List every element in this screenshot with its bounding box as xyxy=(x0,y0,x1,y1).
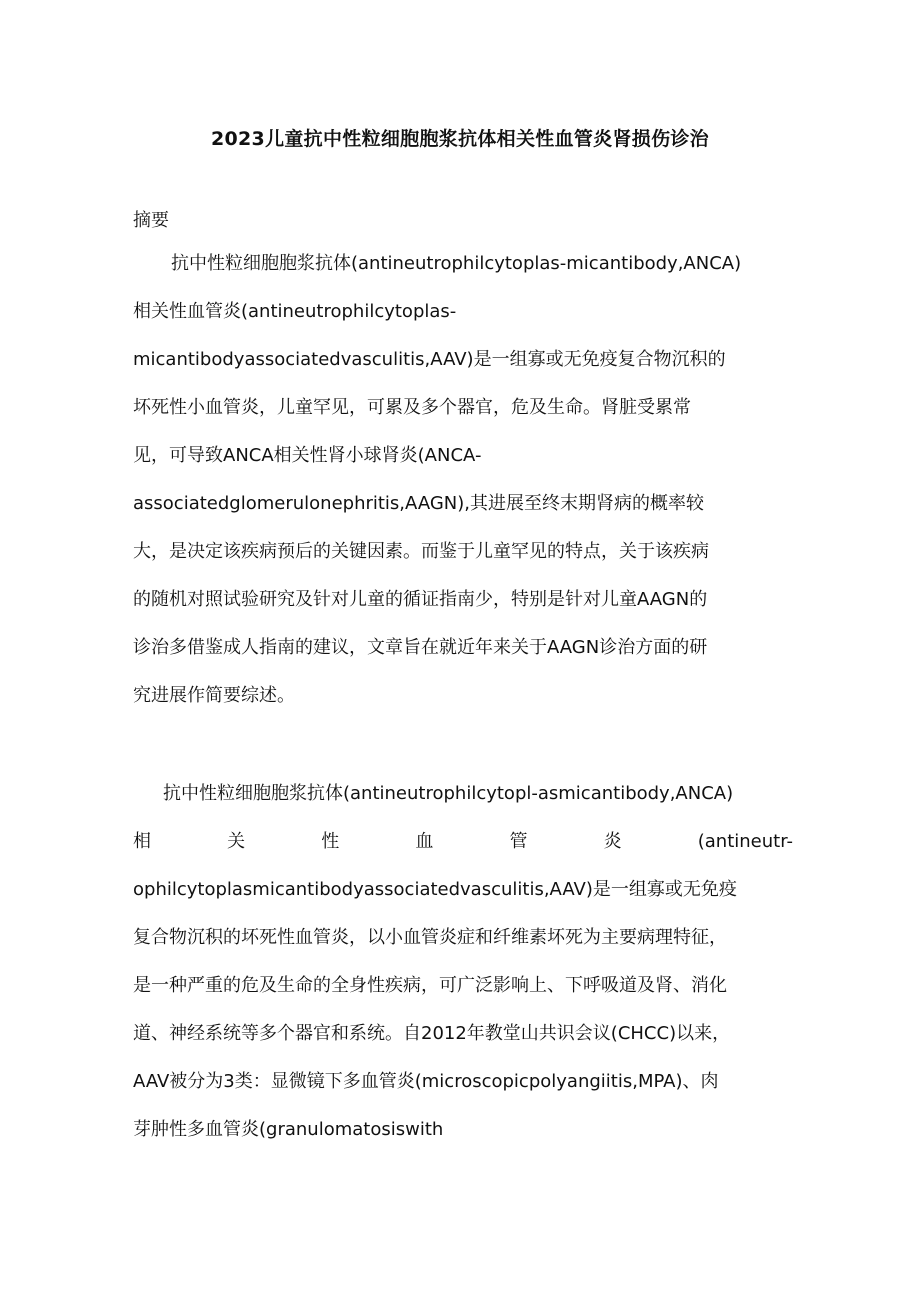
body-word: 血 xyxy=(415,831,434,852)
body-line: AAV被分为3类：显微镜下多血管炎(microscopicpolyangiitis,MPA)、肉 xyxy=(133,1071,719,1092)
abstract-line: 抗中性粒细胞胞浆抗体(antineutrophilcytoplas-micantibody,ANCA) xyxy=(171,253,742,274)
abstract-line: 见，可导致ANCA相关性肾小球肾炎(ANCA- xyxy=(133,445,482,466)
body-word: 管 xyxy=(509,831,528,852)
document-title: 2023儿童抗中性粒细胞胞浆抗体相关性血管炎肾损伤诊治 xyxy=(211,128,709,150)
abstract-line: associatedglomerulonephritis,AAGN),其进展至终末期肾病的概率较 xyxy=(133,493,704,514)
body-word: 相 xyxy=(133,831,151,852)
body-line: 复合物沉积的坏死性血管炎，以小血管炎症和纤维素坏死为主要病理特征， xyxy=(133,927,727,948)
body-line: 抗中性粒细胞胞浆抗体(antineutrophilcytopl-asmicantibody,ANCA) xyxy=(163,783,734,804)
abstract-line: 坏死性小血管炎，儿童罕见，可累及多个器官，危及生命。肾脏受累常 xyxy=(133,397,691,418)
body-line: 是一种严重的危及生命的全身性疾病，可广泛影响上、下呼吸道及肾、消化 xyxy=(133,975,727,996)
abstract-line: 究进展作简要综述。 xyxy=(133,685,295,706)
body-line: 道、神经系统等多个器官和系统。自2012年教堂山共识会议(CHCC)以来， xyxy=(133,1023,731,1044)
abstract-paragraph xyxy=(133,252,793,732)
abstract-line: micantibodyassociatedvasculitis,AAV)是一组寡或无免疫复合物沉积的 xyxy=(133,349,726,370)
body-word: 炎 xyxy=(603,831,622,852)
body-line: 芽肿性多血管炎(granulomatosiswith xyxy=(133,1119,444,1140)
body-line: ophilcytoplasmicantibodyassociatedvasculitis,AAV)是一组寡或无免疫 xyxy=(133,879,737,900)
abstract-line: 相关性血管炎(antineutrophilcytoplas- xyxy=(133,301,457,322)
abstract-line: 大，是决定该疾病预后的关键因素。而鉴于儿童罕见的特点，关于该疾病 xyxy=(133,541,709,562)
abstract-line: 的随机对照试验研究及针对儿童的循证指南少，特别是针对儿童AAGN的 xyxy=(133,589,708,610)
body-word: 性 xyxy=(321,831,340,852)
body-line-justified xyxy=(133,830,793,878)
body-word: 关 xyxy=(227,831,246,852)
abstract-heading: 摘要 xyxy=(133,210,169,231)
body-paragraph xyxy=(133,782,793,1166)
abstract-line: 诊治多借鉴成人指南的建议，文章旨在就近年来关于AAGN诊治方面的研 xyxy=(133,637,708,658)
body-word: (antineutr- xyxy=(697,831,793,852)
